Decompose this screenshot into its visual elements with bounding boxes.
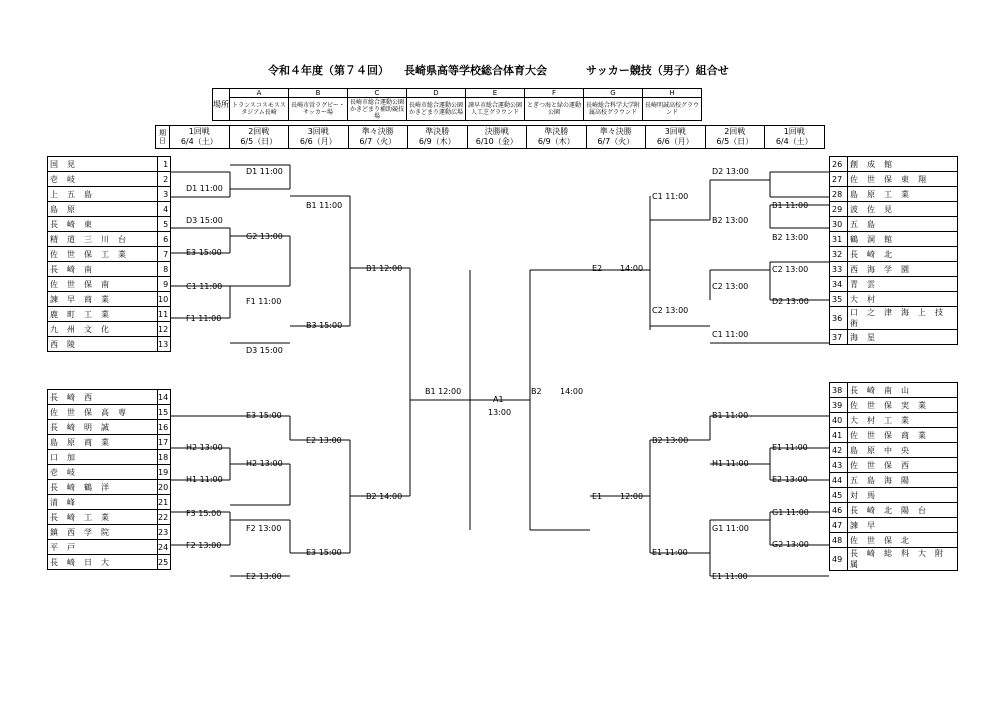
venue-name: 長崎市総合運動公園かきどまり補助競技場 [348,98,407,121]
team-name: 大村工業 [848,413,958,428]
team-number: 22 [158,510,171,525]
venue-code: H [643,89,702,98]
team-name: 海星 [848,330,958,345]
team-name: 鶴洞館 [848,232,958,247]
team-name: 佐世保商業 [848,428,958,443]
match-label: G1 11:00 [772,508,809,517]
match-label: H1 11:00 [186,475,223,484]
match-label: D3 15:00 [246,346,283,355]
team-number: 34 [830,277,848,292]
team-number: 2 [158,172,171,187]
venue-code: B [289,89,348,98]
match-label: G2 13:00 [246,232,283,241]
match-label: F2 13:00 [186,541,222,550]
team-number: 43 [830,458,848,473]
title-event: サッカー競技（男子）組合せ [586,64,729,77]
round-date: 6/10（金） [475,137,518,146]
round-name: 2回戦 [248,127,270,136]
team-number: 7 [158,247,171,262]
match-label: 13:00 [488,408,512,417]
venue-code: E [466,89,525,98]
team-name: 長崎明誠 [48,420,158,435]
match-label: E3 15:00 [186,248,222,257]
venue-code: F [525,89,584,98]
venue-name: トランスコスモススタジアム長崎 [230,98,289,121]
team-number: 42 [830,443,848,458]
match-label: C2 13:00 [652,306,689,315]
team-number: 15 [158,405,171,420]
match-label: 14:00 [620,264,644,273]
team-name: 佐世保東翔 [848,172,958,187]
team-name: 長崎北陽台 [848,503,958,518]
round-name: 準決勝 [425,127,450,136]
match-label: E2 13:00 [772,475,808,484]
match-label: B1 11:00 [306,201,343,210]
round-date: 6/7（火） [597,137,635,146]
match-label: D2 13:00 [712,167,749,176]
team-number: 6 [158,232,171,247]
round-name: 1回戦 [188,127,210,136]
match-label: E1 11:00 [652,548,688,557]
title-year: 令和４年度（第７４回） [268,64,389,77]
match-label: C1 11:00 [712,330,749,339]
team-number: 47 [830,518,848,533]
match-label: G1 11:00 [712,524,749,533]
match-label: D3 15:00 [186,216,223,225]
team-number: 25 [158,555,171,570]
team-name: 西陵 [48,337,158,352]
team-number: 11 [158,307,171,322]
team-name: 上五島 [48,187,158,202]
team-name: 五島 [848,217,958,232]
team-number: 45 [830,488,848,503]
team-number: 4 [158,202,171,217]
team-name: 長崎南 [48,262,158,277]
team-number: 1 [158,157,171,172]
team-number: 30 [830,217,848,232]
team-number: 10 [158,292,171,307]
match-label: C1 11:00 [652,192,689,201]
team-name: 諫早商業 [48,292,158,307]
team-name: 壱岐 [48,465,158,480]
team-name: 西海学園 [848,262,958,277]
match-label: E1 [592,492,603,501]
match-label: D1 11:00 [186,184,223,193]
team-name: 創成館 [848,157,958,172]
team-number: 35 [830,292,848,307]
venue-code: G [584,89,643,98]
team-name: 佐世保実業 [848,398,958,413]
team-name: 口加 [48,450,158,465]
team-name: 島原工業 [848,187,958,202]
match-label: B3 15:00 [306,321,343,330]
venue-code: A [230,89,289,98]
team-name: 清峰 [48,495,158,510]
match-label: E2 [592,264,603,273]
match-label: B1 11:00 [772,201,809,210]
match-label: B2 13:00 [652,436,689,445]
match-label: H2 13:00 [186,443,223,452]
match-label: B1 11:00 [712,411,749,420]
team-number: 39 [830,398,848,413]
day-label: 期日 [156,126,170,149]
match-label: A1 [493,395,504,404]
match-label: C2 13:00 [772,265,809,274]
team-number: 32 [830,247,848,262]
team-name: 九州文化 [48,322,158,337]
team-number: 28 [830,187,848,202]
team-name: 島原 [48,202,158,217]
round-date: 6/9（木） [418,137,456,146]
team-number: 12 [158,322,171,337]
venue-name: 諫早市総合運動公園人工芝グラウンド [466,98,525,121]
team-number: 44 [830,473,848,488]
match-label: H2 13:00 [246,459,283,468]
team-number: 16 [158,420,171,435]
team-number: 40 [830,413,848,428]
team-name: 佐世保西 [848,458,958,473]
team-number: 33 [830,262,848,277]
team-number: 29 [830,202,848,217]
team-number: 19 [158,465,171,480]
match-label: 12:00 [620,492,644,501]
match-label: B2 13:00 [712,216,749,225]
team-name: 壱岐 [48,172,158,187]
team-number: 21 [158,495,171,510]
team-name: 口之津海上技術 [848,307,958,330]
team-name: 佐世保高専 [48,405,158,420]
match-label: E3 15:00 [246,411,282,420]
team-name: 島原中央 [848,443,958,458]
team-number: 14 [158,390,171,405]
team-number: 8 [158,262,171,277]
team-name: 長崎日大 [48,555,158,570]
team-name: 波佐見 [848,202,958,217]
round-name: 準々決勝 [361,127,394,136]
match-label: B2 13:00 [772,233,809,242]
round-date: 6/6（月） [299,137,337,146]
round-date: 6/7（火） [359,137,397,146]
round-name: 2回戦 [724,127,746,136]
team-name: 諫早 [848,518,958,533]
team-number: 24 [158,540,171,555]
venue-name: 長崎総合科学大学附属高校グラウンド [584,98,643,121]
match-label: F2 13:00 [246,524,282,533]
team-name: 佐世保南 [48,277,158,292]
team-name: 長崎南山 [848,383,958,398]
match-label: B1 12:00 [366,264,403,273]
team-name: 鹿町工業 [48,307,158,322]
team-name: 島原商業 [48,435,158,450]
match-label: 14:00 [560,387,584,396]
team-number: 3 [158,187,171,202]
team-name: 鎮西学院 [48,525,158,540]
match-label: B2 [531,387,542,396]
team-number: 23 [158,525,171,540]
team-name: 国見 [48,157,158,172]
match-label: E1 11:00 [712,572,748,581]
team-number: 5 [158,217,171,232]
team-name: 佐世保工業 [48,247,158,262]
team-number: 17 [158,435,171,450]
team-number: 48 [830,533,848,548]
team-number: 26 [830,157,848,172]
team-name: 長崎東 [48,217,158,232]
team-name: 精道三川台 [48,232,158,247]
match-label: E2 13:00 [306,436,342,445]
round-date: 6/6（月） [656,137,694,146]
team-name: 長崎総科大附属 [848,548,958,571]
round-date: 6/9（木） [537,137,575,146]
team-number: 38 [830,383,848,398]
team-name: 長崎工業 [48,510,158,525]
team-name: 青雲 [848,277,958,292]
round-name: 準々決勝 [599,127,632,136]
match-label: B2 14:00 [366,492,403,501]
team-name: 長崎西 [48,390,158,405]
match-label: G2 13:00 [772,540,809,549]
round-name: 3回戦 [664,127,686,136]
team-name: 長崎北 [848,247,958,262]
round-name: 1回戦 [783,127,805,136]
venue-name: 長崎明誠高校グラウンド [643,98,702,121]
match-label: E1 11:00 [772,443,808,452]
team-name: 五島海陽 [848,473,958,488]
match-label: H1 11:00 [712,459,749,468]
match-label: C1 11:00 [186,282,223,291]
round-date: 6/5（日） [240,137,278,146]
match-label: D1 11:00 [246,167,283,176]
venue-code: D [407,89,466,98]
match-label: C2 13:00 [712,282,749,291]
team-name: 対馬 [848,488,958,503]
team-number: 41 [830,428,848,443]
team-number: 20 [158,480,171,495]
team-number: 9 [158,277,171,292]
team-number: 46 [830,503,848,518]
round-name: 準決勝 [544,127,569,136]
match-label: D2 13:00 [772,297,809,306]
match-label: F3 15:00 [186,509,222,518]
round-date: 6/5（日） [716,137,754,146]
team-number: 31 [830,232,848,247]
match-label: E3 15:00 [306,548,342,557]
round-name: 決勝戦 [484,127,509,136]
team-number: 18 [158,450,171,465]
venue-name: 長崎市営ラグビー・サッカー場 [289,98,348,121]
match-label: E2 13:00 [246,572,282,581]
venue-name: とぎつ海と緑の運動公園 [525,98,584,121]
venue-code: C [348,89,407,98]
team-number: 13 [158,337,171,352]
team-number: 37 [830,330,848,345]
team-name: 長崎鶴洋 [48,480,158,495]
team-number: 49 [830,548,848,571]
venue-name: 長崎市総合運動公園かきどまり運動広場 [407,98,466,121]
match-label: B1 12:00 [425,387,462,396]
team-name: 佐世保北 [848,533,958,548]
round-name: 3回戦 [307,127,329,136]
match-label: F1 11:00 [186,314,222,323]
team-name: 大村 [848,292,958,307]
team-number: 36 [830,307,848,330]
title-tournament: 長崎県高等学校総合体育大会 [404,64,547,77]
round-date: 6/4（土） [775,137,813,146]
match-label: F1 11:00 [246,297,282,306]
venue-label: 場所 [213,89,230,121]
team-number: 27 [830,172,848,187]
team-name: 平戸 [48,540,158,555]
round-date: 6/4（土） [180,137,218,146]
